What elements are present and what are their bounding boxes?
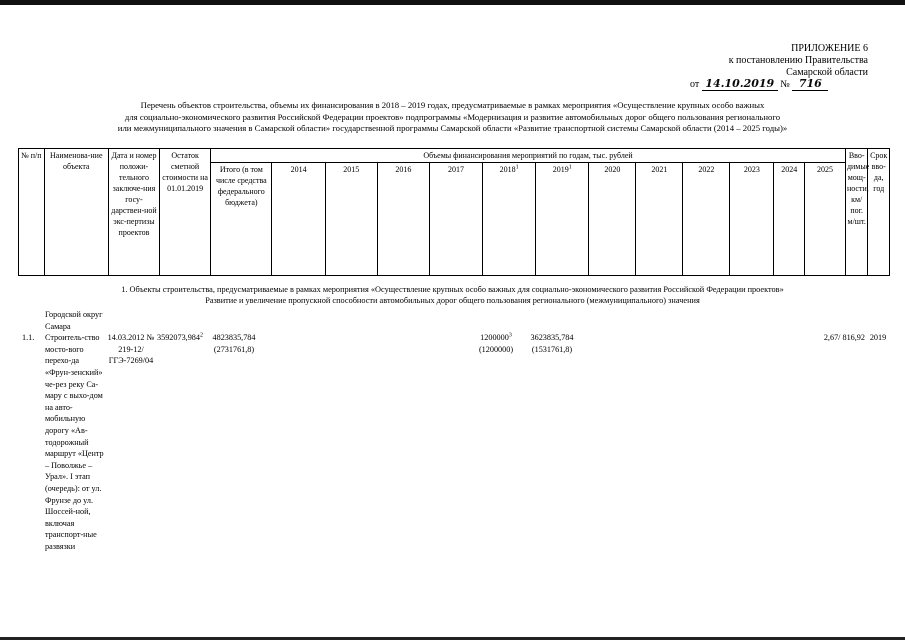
col-header-2025: 2025 <box>805 163 846 276</box>
col-header-financing-group: Объемы финансирования мероприятий по годам, тыс. рублей <box>211 149 846 163</box>
row-capacity: 2,67/ 816,92 <box>823 333 865 342</box>
row-total <box>205 332 263 355</box>
col-header-2016: 2016 <box>377 163 429 276</box>
handwritten-date: 14.10.2019 <box>702 78 778 91</box>
col-header-expertise-date: Дата и номер положи-тельного заключе-ния госу-дарствен-ной экс-пертизы проектов <box>108 149 159 276</box>
col-header-2015: 2015 <box>325 163 377 276</box>
col-header-2022: 2022 <box>683 163 730 276</box>
col-header-2017: 2017 <box>429 163 482 276</box>
section-title: 1. Объекты строительства, предусматриваемые в рамках мероприятия «Осуществление крупных особо важных для социально-экономического развития Российской Федерации проектов» <box>121 285 784 294</box>
col-header-2021: 2021 <box>636 163 683 276</box>
col-header-2014: 2014 <box>272 163 325 276</box>
row-city: Городской округ Самара <box>45 310 103 331</box>
row-number: 1.1. <box>22 333 35 342</box>
row-2019-value: 3623835,784 <box>530 333 574 342</box>
row-description: Строитель-ство мосто-вого перехо-да «Фрун-зенский» че-рез реку Са-мару с выхо-дом на авто-мобильную дорогу «Ав-тодорожный маршрут «Центр – Поволжье – Урал». I этап (очередь): от ул. Фрунзе до ул. Шоссей-ной, включая транспорт-ные развязки <box>45 333 104 551</box>
scan-top-border <box>0 0 905 5</box>
appendix-resolution: к постановлению Правительства <box>728 55 868 66</box>
row-2019-federal: (1531761,8) <box>531 344 573 354</box>
appendix-region: Самарской области <box>786 67 868 78</box>
col-header-commission-year: Срок вво-да, год <box>868 149 890 276</box>
document-heading <box>40 100 865 135</box>
section-subtitle: Развитие и увеличение пропускной способности автомобильных дорог общего пользования регионального (межмуниципального) значения <box>205 295 700 305</box>
appendix-title: ПРИЛОЖЕНИЕ 6 <box>791 43 868 54</box>
heading-line-1: Перечень объектов строительства, объемы их финансирования в 2018 – 2019 годах, предусматриваемые в рамках мероприятия «Осуществление крупных особо важных <box>140 100 765 110</box>
resolution-date-line <box>690 78 870 91</box>
col-header-2020: 2020 <box>589 163 636 276</box>
row-commission-year: 2019 <box>869 333 887 342</box>
row-2019 <box>522 332 582 355</box>
col-header-object-name: Наименова-ние объекта <box>44 149 108 276</box>
row-2018-value: 1200000$^3$ <box>480 332 512 342</box>
handwritten-number: 716 <box>792 78 828 91</box>
col-header-number: № п/п <box>19 149 45 276</box>
heading-line-3: или межмуниципального значения в Самарской области» государственной программы Самарской области «Развитие транспортной системы Самарской области (2014 – 2025 годы)» <box>117 123 788 133</box>
col-header-total: Итого (в том числе средства федерального бюджета) <box>211 163 272 276</box>
row-total-federal: (2731761,8) <box>213 344 255 354</box>
col-header-capacity: Вво-димые мощ-ности, км/ пог. м/шт. <box>845 149 867 276</box>
appendix-block <box>700 43 868 79</box>
col-header-2018: 2018$^1$ <box>483 163 536 276</box>
row-2018-federal: (1200000) <box>478 344 514 354</box>
col-header-remaining-cost: Остаток сметной стоимости на 01.01.2019 <box>160 149 211 276</box>
col-header-2024: 2024 <box>774 163 805 276</box>
row-remaining-cost: 3592073,984$^2$ <box>157 332 203 342</box>
heading-line-2: для социально-экономического развития Российской Федерации проектов» подпрограммы «Модернизация и развитие автомобильных дорог общего пользования регионального <box>124 111 781 122</box>
date-prefix: от <box>690 79 700 90</box>
row-total-value: 4823835,784 <box>212 333 256 342</box>
number-prefix: № <box>780 79 790 90</box>
row-2018 <box>470 332 522 355</box>
financing-table <box>18 148 890 276</box>
section-heading <box>30 285 875 306</box>
row-expertise-date: 14.03.2012 № 219-12/ГГЭ-7269/04 <box>107 333 155 366</box>
row-object-name <box>45 309 105 552</box>
col-header-2019: 2019$^1$ <box>536 163 589 276</box>
col-header-2023: 2023 <box>730 163 774 276</box>
